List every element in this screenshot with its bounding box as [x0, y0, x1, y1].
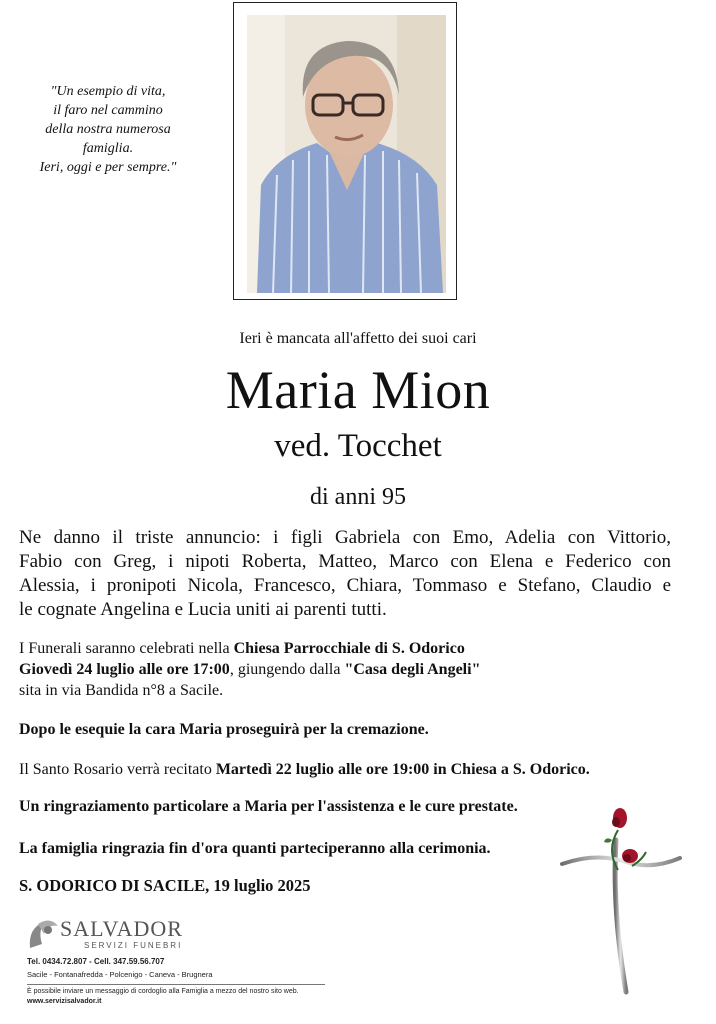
- deceased-name: Maria Mion: [225, 360, 491, 420]
- widow-surname: ved. Tocchet: [274, 428, 442, 464]
- quote-line: famiglia.: [82, 141, 134, 156]
- announcement-line: Fabio con Greg, i nipoti Roberta, Matteo, Marco con Elena e Federico con: [19, 551, 671, 572]
- special-thanks: Un ringraziamento particolare a Maria per l'assistenza e le cure prestate.: [19, 798, 518, 815]
- place-date: S. ODORICO DI SACILE, 19 luglio 2025: [19, 876, 311, 895]
- condolence-note: È possibile inviare un messaggio di cordoglio alla Famiglia a mezzo del nostro sito web.: [27, 988, 299, 995]
- divider: [27, 984, 325, 985]
- funeral-details: [19, 638, 639, 701]
- announcement-line: Ne danno il triste annuncio: i figli Gabriela con Emo, Adelia con Vittorio,: [19, 527, 671, 548]
- funeral-home-locations: Sacile - Fontanafredda - Polcenigo - Caneva - Brugnera: [27, 970, 213, 979]
- family-thanks: La famiglia ringrazia fin d'ora quanti parteciperanno alla cerimonia.: [19, 840, 491, 857]
- memorial-quote: [18, 82, 198, 177]
- angel-logo-icon: [24, 914, 64, 954]
- funeral-line-2: [19, 659, 639, 680]
- quote-line: il faro nel cammino: [53, 103, 163, 118]
- funeral-address: sita in via Bandida n°8 a Sacile.: [19, 682, 224, 699]
- funeral-church: Chiesa Parrocchiale di S. Odorico: [233, 640, 465, 657]
- funeral-text: , giungendo dalla: [229, 661, 345, 678]
- portrait-frame: [233, 2, 457, 300]
- funeral-line-1: [19, 638, 639, 659]
- deceased-age: di anni 95: [310, 484, 406, 510]
- funeral-home-subtitle: SERVIZI FUNEBRI: [84, 941, 183, 950]
- funeral-home-website[interactable]: www.servizisalvador.it: [27, 998, 102, 1005]
- rosary-note: [19, 760, 590, 780]
- quote-line: "Un esempio di vita,: [50, 84, 166, 99]
- portrait-illustration: [247, 15, 446, 293]
- family-announcement: [19, 526, 671, 622]
- funeral-datetime: Giovedì 24 luglio alle ore 17:00: [19, 661, 230, 678]
- rosary-datetime: Martedì 22 luglio alle ore 19:00 in Chiesa a S. Odorico.: [215, 761, 590, 778]
- portrait-photo: [247, 15, 446, 293]
- intro-text: Ieri è mancata all'affetto dei suoi cari: [239, 330, 477, 347]
- quote-line: Ieri, oggi e per sempre.": [39, 160, 177, 175]
- announcement-line: le cognate Angelina e Lucia uniti ai parenti tutti.: [19, 599, 387, 620]
- quote-line: della nostra numerosa: [45, 122, 171, 137]
- funeral-home-phones: Tel. 0434.72.807 - Cell. 347.59.56.707: [27, 957, 165, 966]
- cross-with-roses-icon: [556, 800, 686, 1000]
- announcement-line: Alessia, i pronipoti Nicola, Francesco, Chiara, Tommaso e Stefano, Claudio e: [19, 575, 671, 596]
- funeral-line-3: [19, 680, 639, 701]
- rosary-text: Il Santo Rosario verrà recitato: [19, 761, 216, 778]
- funeral-home-name: SALVADOR: [60, 916, 183, 941]
- funeral-text: I Funerali saranno celebrati nella: [19, 640, 234, 657]
- funeral-home-block: [24, 912, 324, 1022]
- funeral-departure: "Casa degli Angeli": [344, 661, 481, 678]
- cremation-note: Dopo le esequie la cara Maria proseguirà per la cremazione.: [19, 721, 429, 738]
